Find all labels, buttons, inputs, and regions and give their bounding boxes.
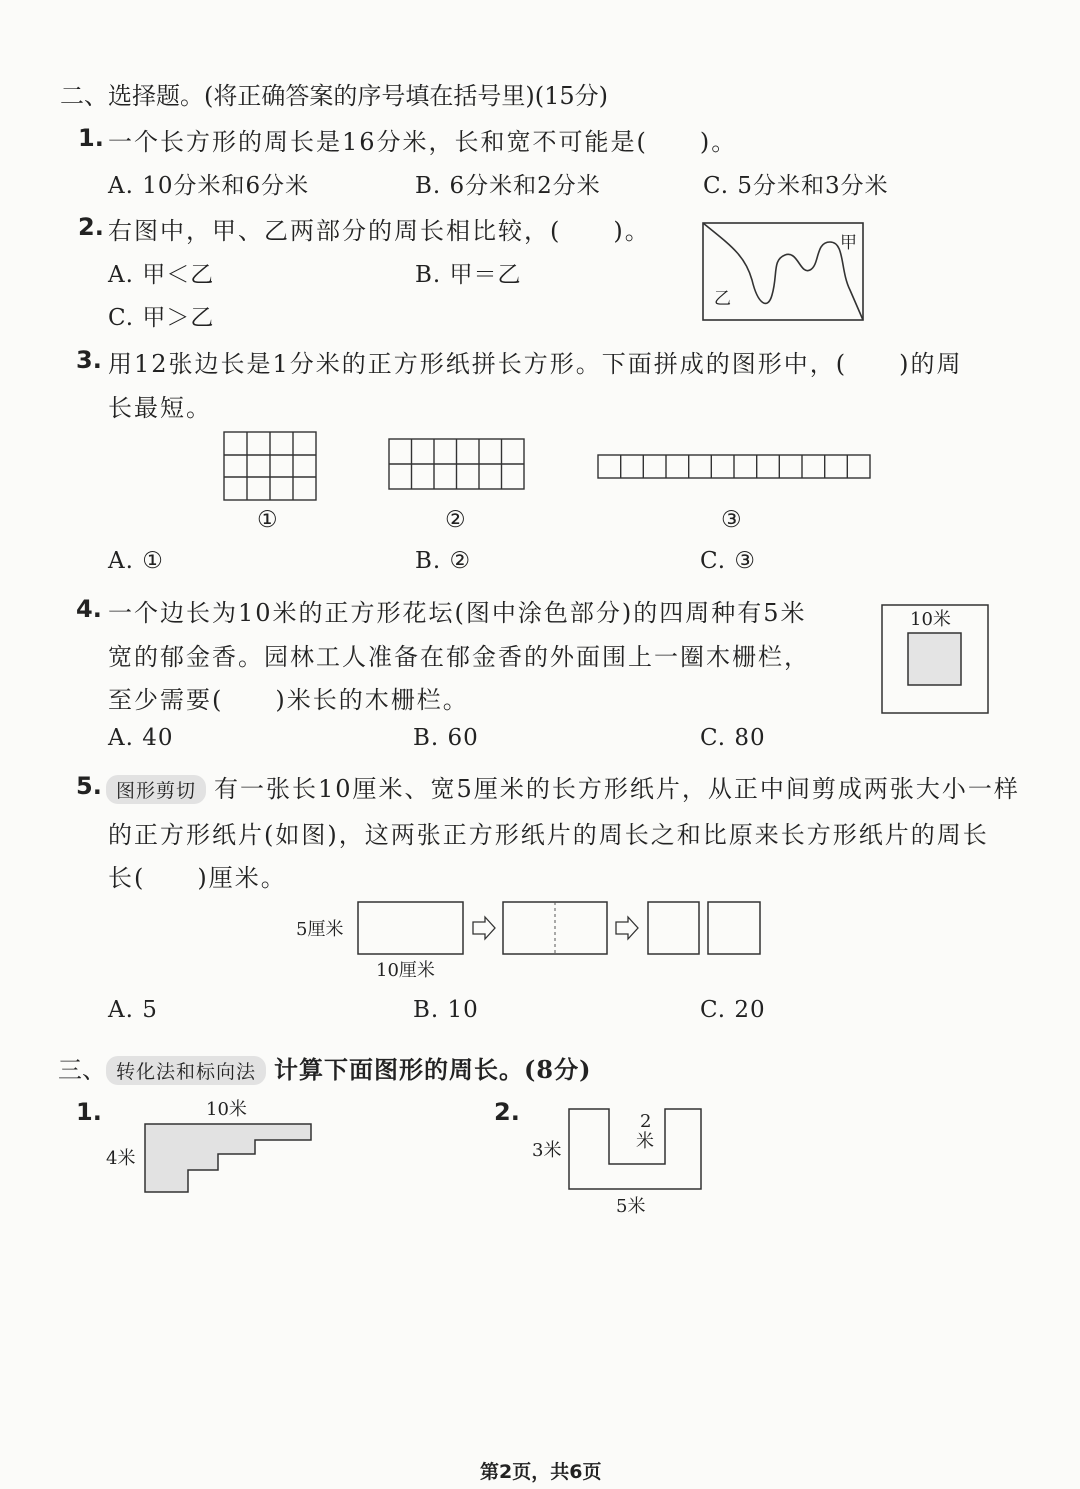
page-footer: 第2页，共6页 <box>480 1461 602 1483</box>
question-1-option-a: A. 10分米和6分米 <box>108 173 310 199</box>
question-5-text-line1 <box>106 769 1020 804</box>
question-3-text-line1: 用12张边长是1分米的正方形纸拼长方形。下面拼成的图形中，( )的周 <box>108 350 963 378</box>
figure-label-yi: 乙 <box>714 289 731 309</box>
u-shape-depth-number: 2 <box>640 1111 652 1132</box>
question-1-text: 一个长方形的周长是16分米，长和宽不可能是( )。 <box>108 128 738 156</box>
question-2-option-b: B. 甲＝乙 <box>415 262 522 288</box>
question-4-text-line2: 宽的郁金香。园林工人准备在郁金香的外面围上一圈木栅栏， <box>108 643 810 671</box>
figure-label-3: ③ <box>721 507 743 533</box>
figure-label-2: ② <box>445 507 467 533</box>
question-5-text-line2: 的正方形纸片(如图)，这两张正方形纸片的周长之和比原来长方形纸片的周长 <box>108 821 989 849</box>
u-shape-depth-unit: 米 <box>636 1131 654 1152</box>
grid-figure-1 <box>222 430 318 502</box>
question-3-option-a: A. ① <box>108 548 164 574</box>
staircase-side-label: 4米 <box>106 1148 136 1169</box>
question-3-option-b: B. ② <box>415 548 472 574</box>
question-4-option-b: B. 60 <box>413 725 479 751</box>
grid-figure-3 <box>596 453 872 480</box>
question-1-option-b: B. 6分米和2分米 <box>415 173 601 199</box>
figure-label-jia: 甲 <box>840 233 857 253</box>
question-5-option-b: B. 10 <box>413 997 479 1023</box>
staircase-top-label: 10米 <box>206 1099 247 1120</box>
question-3-number: 3. <box>76 346 102 374</box>
garden-figure-label: 10米 <box>910 609 951 630</box>
question-2-option-a: A. 甲＜乙 <box>108 262 215 288</box>
u-shape-side-label: 3米 <box>532 1140 562 1161</box>
question-1-option-c: C. 5分米和3分米 <box>703 173 889 199</box>
garden-figure <box>880 603 990 715</box>
cut-paper-figure <box>290 898 770 982</box>
question-3-option-c: C. ③ <box>700 548 757 574</box>
figure-2-number: 2. <box>494 1098 520 1126</box>
section-3-prefix: 三、 <box>58 1056 106 1084</box>
question-1-number: 1. <box>78 124 104 152</box>
question-4-option-c: C. 80 <box>700 725 766 751</box>
question-5-option-c: C. 20 <box>700 997 766 1023</box>
question-5-text-line3: 长( )厘米。 <box>108 864 287 892</box>
u-shape-figure <box>528 1104 708 1219</box>
section-3-title <box>58 1050 591 1085</box>
question-4-text-line3: 至少需要( )米长的木栅栏。 <box>108 686 469 714</box>
figure-1-number: 1. <box>76 1098 102 1126</box>
question-4-option-a: A. 40 <box>108 725 174 751</box>
section-3-heading: 计算下面图形的周长。(8分) <box>274 1055 592 1084</box>
question-3-text-line2: 长最短。 <box>108 394 212 422</box>
question-4-number: 4. <box>76 595 102 623</box>
question-2-text: 右图中，甲、乙两部分的周长相比较，( )。 <box>108 217 651 245</box>
grid-figure-2 <box>387 437 527 491</box>
figure-label-1: ① <box>257 507 279 533</box>
question-5-line1-text: 有一张长10厘米、宽5厘米的长方形纸片，从正中间剪成两张大小一样 <box>214 775 1020 803</box>
question-2-option-c: C. 甲＞乙 <box>108 305 215 331</box>
staircase-figure <box>100 1092 320 1202</box>
section-3-tag: 转化法和标向法 <box>106 1056 266 1085</box>
question-2-figure <box>700 220 865 322</box>
section-2-title: 二、选择题。(将正确答案的序号填在括号里)(15分) <box>60 82 608 110</box>
question-4-text-line1: 一个边长为10米的正方形花坛(图中涂色部分)的四周种有5米 <box>108 599 807 627</box>
u-shape-bottom-label: 5米 <box>616 1196 646 1217</box>
question-5-option-a: A. 5 <box>108 997 158 1023</box>
question-5-number: 5. <box>76 772 102 800</box>
length-label: 10厘米 <box>376 960 435 981</box>
question-2-number: 2. <box>78 213 104 241</box>
question-5-tag: 图形剪切 <box>106 775 206 804</box>
width-label: 5厘米 <box>296 919 344 940</box>
